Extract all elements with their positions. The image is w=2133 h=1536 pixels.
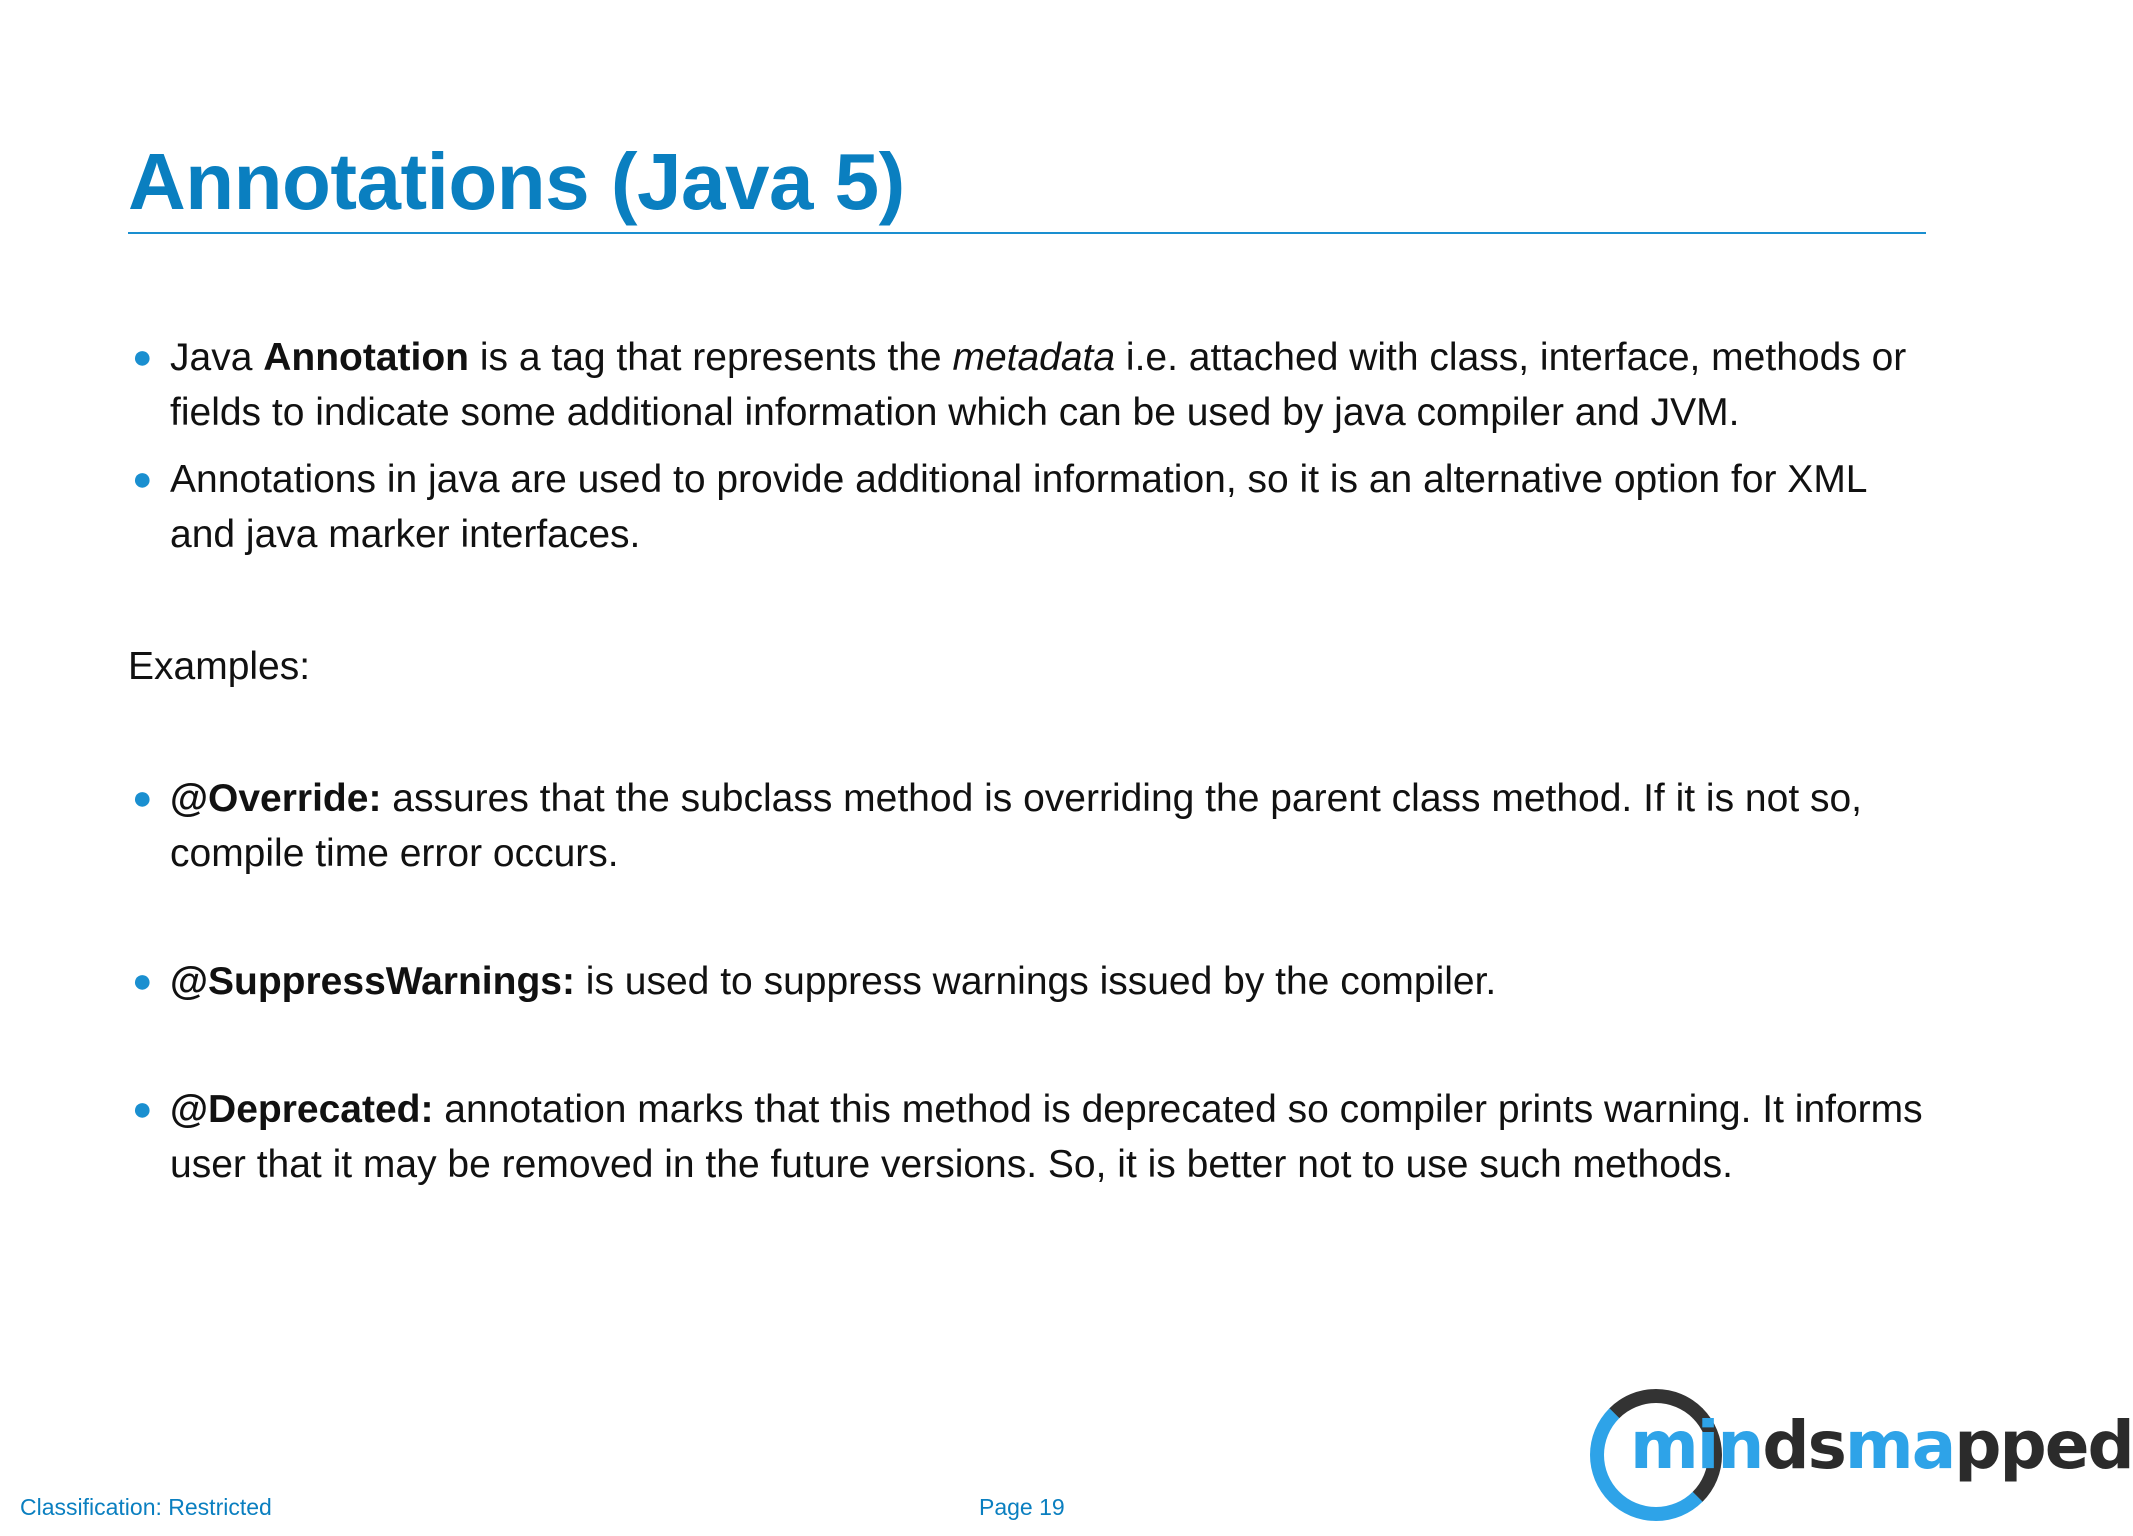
logo-wordmark: mindsmapped [1630,1407,2133,1484]
example-term: @Override: [170,777,382,820]
example-item-override: ● @Override: assures that the subclass method is overriding the parent class method. If it is not so, compile time error occurs. [128,771,1928,881]
page-number: Page 19 [979,1494,1065,1520]
example-item-deprecated: ● @Deprecated: annotation marks that this method is deprecated so compiler prints warning. It informs user that it may be removed in the future versions. So, it is better not to use such methods. [128,1082,1928,1192]
bullet-dot-icon: ● [132,1090,153,1128]
example-item-suppresswarnings: ● @SuppressWarnings: is used to suppress warnings issued by the compiler. [128,954,1928,1009]
emphasis-term: Annotation [263,336,469,379]
emphasis-italic: metadata [952,336,1116,379]
example-term: @SuppressWarnings: [170,960,575,1003]
slide-title: Annotations (Java 5) [128,137,905,226]
bullet-dot-icon: ● [132,962,153,1000]
classification-label: Classification: Restricted [20,1494,272,1520]
bullet-dot-icon: ● [132,338,153,376]
slide-body [128,330,1928,1192]
bullet-dot-icon: ● [132,779,153,817]
bullet-item: ● Annotations in java are used to provide additional information, so it is an alternative option for XML and java marker interfaces. [128,452,1928,562]
examples-heading: Examples: [128,645,311,688]
title-divider [128,232,1926,234]
bullet-item: ● Java Annotation is a tag that represents the metadata i.e. attached with class, interface, methods or fields to indicate some additional information which can be used by java compiler and JVM. [128,330,1928,440]
bullet-dot-icon: ● [132,460,153,498]
example-term: @Deprecated: [170,1088,434,1131]
mindsmapped-logo [1590,1385,2133,1536]
